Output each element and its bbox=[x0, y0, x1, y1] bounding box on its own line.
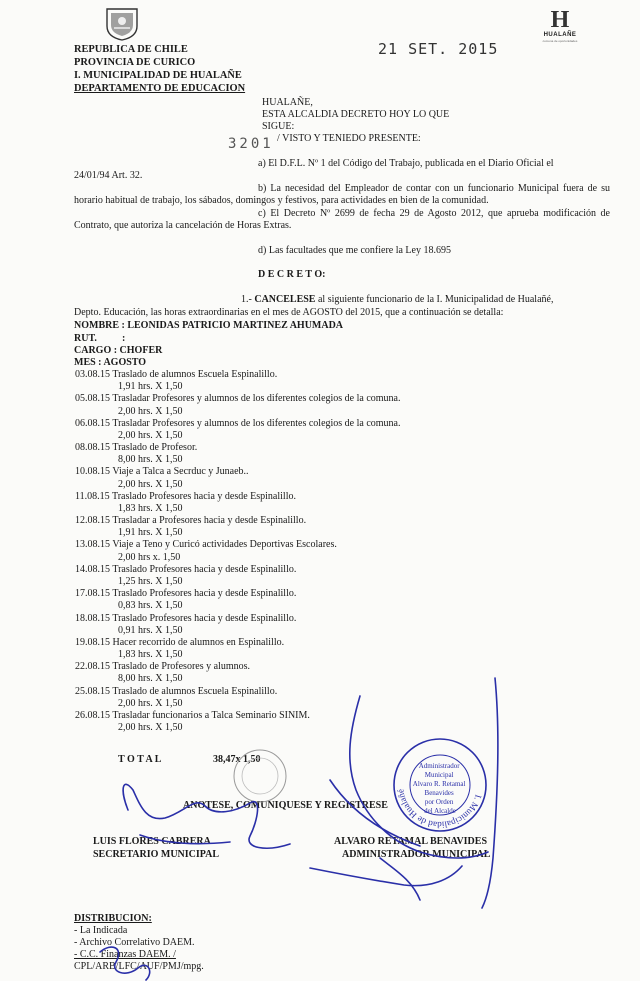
municipal-crest bbox=[104, 6, 140, 42]
entry-hours: 2,00 hrs. X 1,50 bbox=[118, 697, 183, 709]
article-line-2: Depto. Educación, las horas extraordinarias en el mes de AGOSTO del 2015, que a continuación se detalla: bbox=[74, 307, 504, 318]
article-rest: al siguiente funcionario de la I. Municipalidad de Hualañé, bbox=[315, 294, 554, 305]
seal-ring-text: I. Municipalidad de Hualañé bbox=[395, 788, 484, 831]
employee-rut: RUT. bbox=[74, 333, 97, 344]
entry-line: 12.08.15 Trasladar a Profesores hacia y desde Espinalillo. bbox=[75, 515, 307, 527]
signer-right-name: ALVARO RETAMAL BENAVIDES bbox=[334, 836, 488, 847]
entry-line: 11.08.15 Traslado Profesores hacia y desde Espinalillo. bbox=[75, 490, 296, 502]
consideration-a: a) El D.F.L. Nº 1 del Código del Trabajo, publicada en el Diario Oficial el bbox=[258, 158, 554, 169]
entry-line: 08.08.15 Traslado de Profesor. bbox=[75, 442, 198, 454]
secondary-stamp bbox=[232, 748, 288, 804]
entry-hours: 2,00 hrs. X 1,50 bbox=[118, 722, 183, 734]
preamble-sigue: SIGUE: bbox=[262, 121, 295, 132]
entry-hours: 0,83 hrs. X 1,50 bbox=[118, 600, 183, 612]
entry-line: 13.08.15 Viaje a Teno y Curicó actividades Deportivas Escolares. bbox=[75, 539, 337, 551]
seal-line-1: Administrador bbox=[418, 762, 460, 770]
seal-line-6: del Alcalde bbox=[424, 807, 456, 815]
decree-number-stamp: 3201 bbox=[228, 136, 274, 152]
entry-hours: 1,91 hrs. X 1,50 bbox=[118, 527, 183, 539]
consideration-b: b) La necesidad del Empleador de contar con un funcionario Municipal fuera de su horario habitual de trabajo, los sábados, domingos y festivos, para actividades en bien de la comunidad. bbox=[74, 183, 610, 207]
distribution-item-3: - C.C. Finanzas DAEM. / bbox=[74, 949, 176, 960]
hualane-logo-mark: H bbox=[550, 7, 570, 33]
preamble-visto: / VISTO Y TENIEDO PRESENTE: bbox=[277, 133, 421, 144]
entry-line: 06.08.15 Trasladar Profesores y alumnos de los diferentes colegios de la comuna. bbox=[75, 417, 401, 429]
employee-cargo: CARGO : CHOFER bbox=[74, 345, 163, 356]
header-province: PROVINCIA DE CURICO bbox=[74, 57, 196, 68]
entry-hours: 1,91 hrs. X 1,50 bbox=[118, 381, 183, 393]
entry-hours: 1,83 hrs. X 1,50 bbox=[118, 502, 183, 514]
hualane-logo bbox=[540, 8, 580, 43]
consideration-c: c) El Decreto Nº 2699 de fecha 29 de Agosto 2012, que aprueba modificación de Contrato, que autoriza la cancelación de Horas Extras. bbox=[74, 208, 610, 232]
total-value: 38,47x 1,50 bbox=[213, 754, 261, 765]
closing-formula: ANOTESE, COMUNIQUESE Y REGISTRESE bbox=[183, 800, 388, 811]
entry-line: 03.08.15 Traslado de alumnos Escuela Espinalillo. bbox=[75, 369, 278, 380]
entry-line: 18.08.15 Traslado Profesores hacia y desde Espinalillo. bbox=[75, 612, 297, 624]
entry-line: 14.08.15 Traslado Profesores hacia y desde Espinalillo. bbox=[75, 563, 297, 575]
decreto-title: D E C R E T O: bbox=[258, 269, 326, 280]
official-seal bbox=[392, 737, 488, 833]
header-republic: REPUBLICA DE CHILE bbox=[74, 44, 188, 55]
article-verb: CANCELESE bbox=[254, 294, 316, 305]
article-prefix: 1.- bbox=[241, 294, 255, 305]
entry-line: 05.08.15 Trasladar Profesores y alumnos de los diferentes colegios de la comuna. bbox=[75, 393, 401, 405]
seal-line-5: por Orden bbox=[424, 798, 454, 806]
preamble-decree-line: ESTA ALCALDIA DECRETO HOY LO QUE bbox=[262, 109, 450, 120]
seal-line-2: Municipal bbox=[424, 771, 454, 779]
distribution-item-2: - Archivo Correlativo DAEM. bbox=[74, 937, 195, 948]
employee-rut-colon: : bbox=[122, 333, 126, 344]
entry-hours: 2,00 hrs. X 1,50 bbox=[118, 429, 183, 441]
entry-hours: 2,00 hrs x. 1,50 bbox=[118, 551, 181, 563]
distribution-initials: CPL/ARB/LFC/AUF/PMJ/mpg. bbox=[74, 961, 204, 972]
article-line bbox=[241, 294, 553, 306]
entry-line: 22.08.15 Traslado de Profesores y alumnos. bbox=[75, 661, 250, 673]
entry-line: 17.08.15 Traslado Profesores hacia y desde Espinalillo. bbox=[75, 588, 297, 600]
entry-line: 25.08.15 Traslado de alumnos Escuela Espinalillo. bbox=[75, 685, 278, 697]
signer-left-name: LUIS FLORES CABRERA bbox=[93, 836, 211, 847]
consideration-d: d) Las facultades que me confiere la Ley 18.695 bbox=[258, 245, 451, 256]
seal-line-4: Benavides bbox=[424, 789, 454, 797]
entry-line: 19.08.15 Hacer recorrido de alumnos en Espinalillo. bbox=[75, 636, 285, 648]
entry-hours: 8,00 hrs. X 1,50 bbox=[118, 454, 183, 466]
distribution-title: DISTRIBUCION: bbox=[74, 913, 152, 924]
entry-hours: 2,00 hrs. X 1,50 bbox=[118, 405, 183, 417]
svg-text:Administrador Municipal bbox=[413, 762, 467, 815]
hualane-logo-name: HUALAÑE bbox=[543, 32, 577, 38]
entry-line: 10.08.15 Viaje a Talca a Secrduc y Junaeb.. bbox=[75, 466, 249, 478]
entry-hours: 1,83 hrs. X 1,50 bbox=[118, 649, 183, 661]
signer-right-title: ADMINISTRADOR MUNICIPAL bbox=[342, 849, 491, 860]
preamble-place: HUALAÑE, bbox=[262, 97, 313, 108]
seal-line-3: Alvaro R. Retamal bbox=[412, 780, 466, 788]
received-date-stamp: 21 SET. 2015 bbox=[378, 40, 499, 58]
entry-hours: 1,25 hrs. X 1,50 bbox=[118, 576, 183, 587]
header-municipality: I. MUNICIPALIDAD DE HUALAÑE bbox=[74, 70, 242, 81]
entry-line: 26.08.15 Trasladar funcionarios a Talca Seminario SINIM. bbox=[75, 709, 310, 721]
hualane-logo-tagline: comuna de oportunidades bbox=[542, 39, 578, 43]
employee-name: NOMBRE : LEONIDAS PATRICIO MARTINEZ AHUMADA bbox=[74, 320, 344, 331]
header-department: DEPARTAMENTO DE EDUCACION bbox=[74, 83, 246, 94]
entry-hours: 2,00 hrs. X 1,50 bbox=[118, 478, 183, 490]
entry-hours: 8,00 hrs. X 1,50 bbox=[118, 673, 183, 685]
signer-left-title: SECRETARIO MUNICIPAL bbox=[93, 849, 220, 860]
entry-hours: 0,91 hrs. X 1,50 bbox=[118, 624, 183, 636]
consideration-a-cont: 24/01/94 Art. 32. bbox=[74, 170, 143, 181]
total-label: T O T A L bbox=[118, 754, 162, 765]
distribution-item-1: - La Indicada bbox=[74, 925, 128, 936]
employee-month: MES : AGOSTO bbox=[74, 357, 147, 368]
